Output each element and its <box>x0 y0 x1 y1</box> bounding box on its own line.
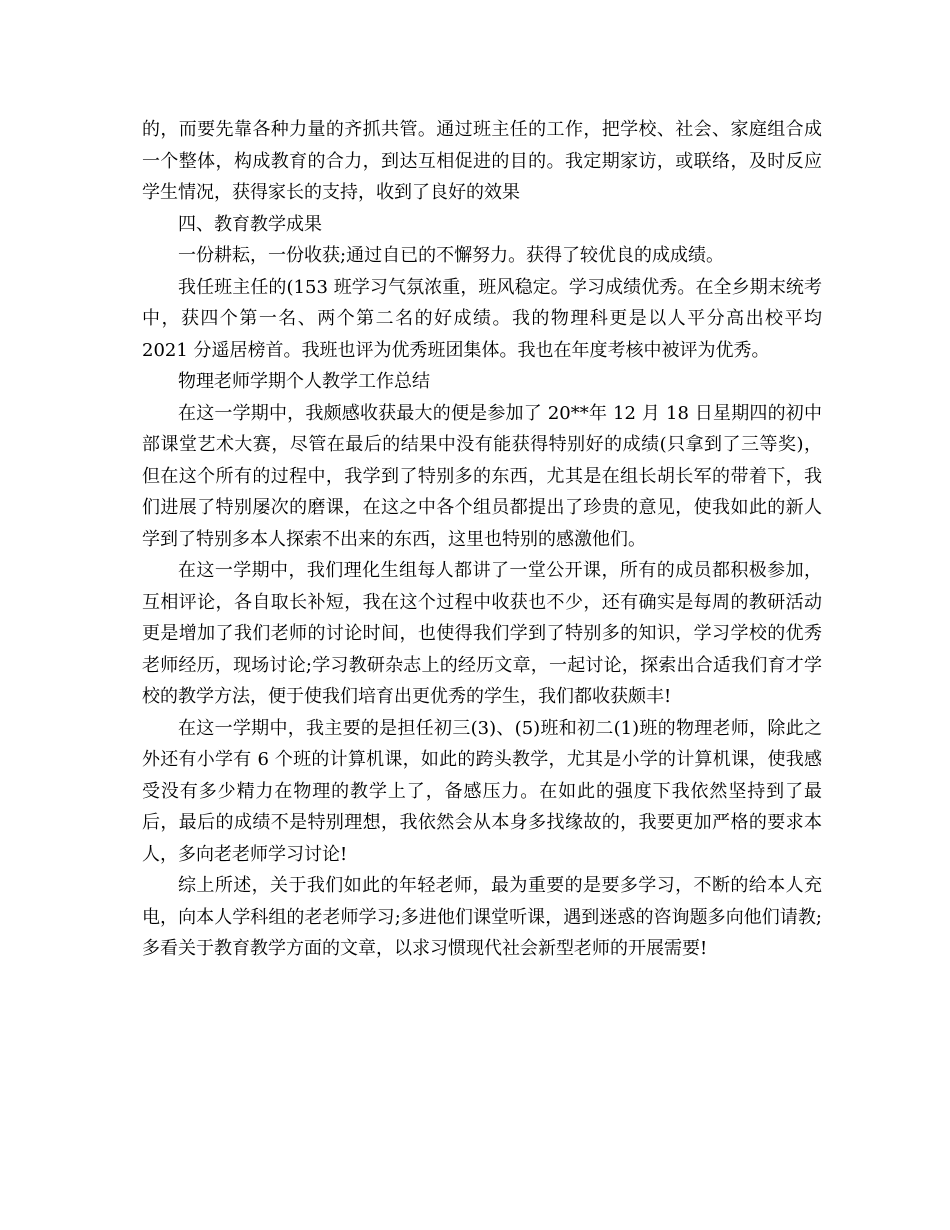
paragraph: 在这一学期中，我颇感收获最大的便是参加了 20**年 12 月 18 日星期四的初中部课堂艺术大赛，尽管在最后的结果中没有能获得特别好的成绩(只拿到了三等奖)，但在这个所有的过程中，我学到了特别多的东西，尤其是在组长胡长军的带着下，我们进展了特别屡次的磨课，在这之中各个组员都提出了珍贵的意见，使我如此的新人学到了特别多本人探索不出来的东西，这里也特别的感激他们。 <box>142 402 822 550</box>
document-body <box>142 114 822 965</box>
paragraph: 一份耕耘，一份收获;通过自已的不懈努力。获得了较优良的成成绩。 <box>178 245 725 266</box>
paragraph: 在这一学期中，我主要的是担任初三(3)、(5)班和初二(1)班的物理老师，除此之外还有小学有 6 个班的计算机课，如此的跨头教学，尤其是小学的计算机课，使我感受没有多少精力在物理的教学上了，备感压力。在如此的强度下我依然坚持到了最后，最后的成绩不是特别理想，我依然会从本身多找缘故的，我要更加严格的要求本人，多向老老师学习讨论! <box>142 717 822 865</box>
paragraph: 在这一学期中，我们理化生组每人都讲了一堂公开课，所有的成员都积极参加，互相评论，各自取长补短，我在这个过程中收获也不少，还有确实是每周的教研活动更是增加了我们老师的讨论时间，也使得我们学到了特别多的知识，学习学校的优秀老师经历，现场讨论;学习教研杂志上的经历文章，一起讨论，探索出合适我们育才学校的教学方法，便于使我们培育出更优秀的学生，我们都收获颇丰! <box>142 560 822 707</box>
paragraph-continuation: 的，而要先靠各种力量的齐抓共管。通过班主任的工作，把学校、社会、家庭组合成一个整体，构成教育的合力，到达互相促进的目的。我定期家访，或联络，及时反应学生情况，获得家长的支持，收到了良好的效果 <box>142 119 822 203</box>
paragraph: 我任班主任的(153 班学习气氛浓重，班风稳定。学习成绩优秀。在全乡期末统考中，获四个第一名、两个第二名的好成绩。我的物理科更是以人平分高出校平均 2021 分遥居榜首。我班也评为优秀班团集体。我也在年度考核中被评为优秀。 <box>142 276 822 361</box>
paragraph: 综上所述，关于我们如此的年轻老师，最为重要的是要多学习，不断的给本人充电，向本人学科组的老老师学习;多进他们课堂听课，遇到迷惑的咨询题多向他们请教;多看关于教育教学方面的文章，以求习惯现代社会新型老师的开展需要! <box>142 875 822 959</box>
section-heading-results: 四、教育教学成果 <box>178 213 322 235</box>
document-title: 物理老师学期个人教学工作总结 <box>178 371 430 392</box>
